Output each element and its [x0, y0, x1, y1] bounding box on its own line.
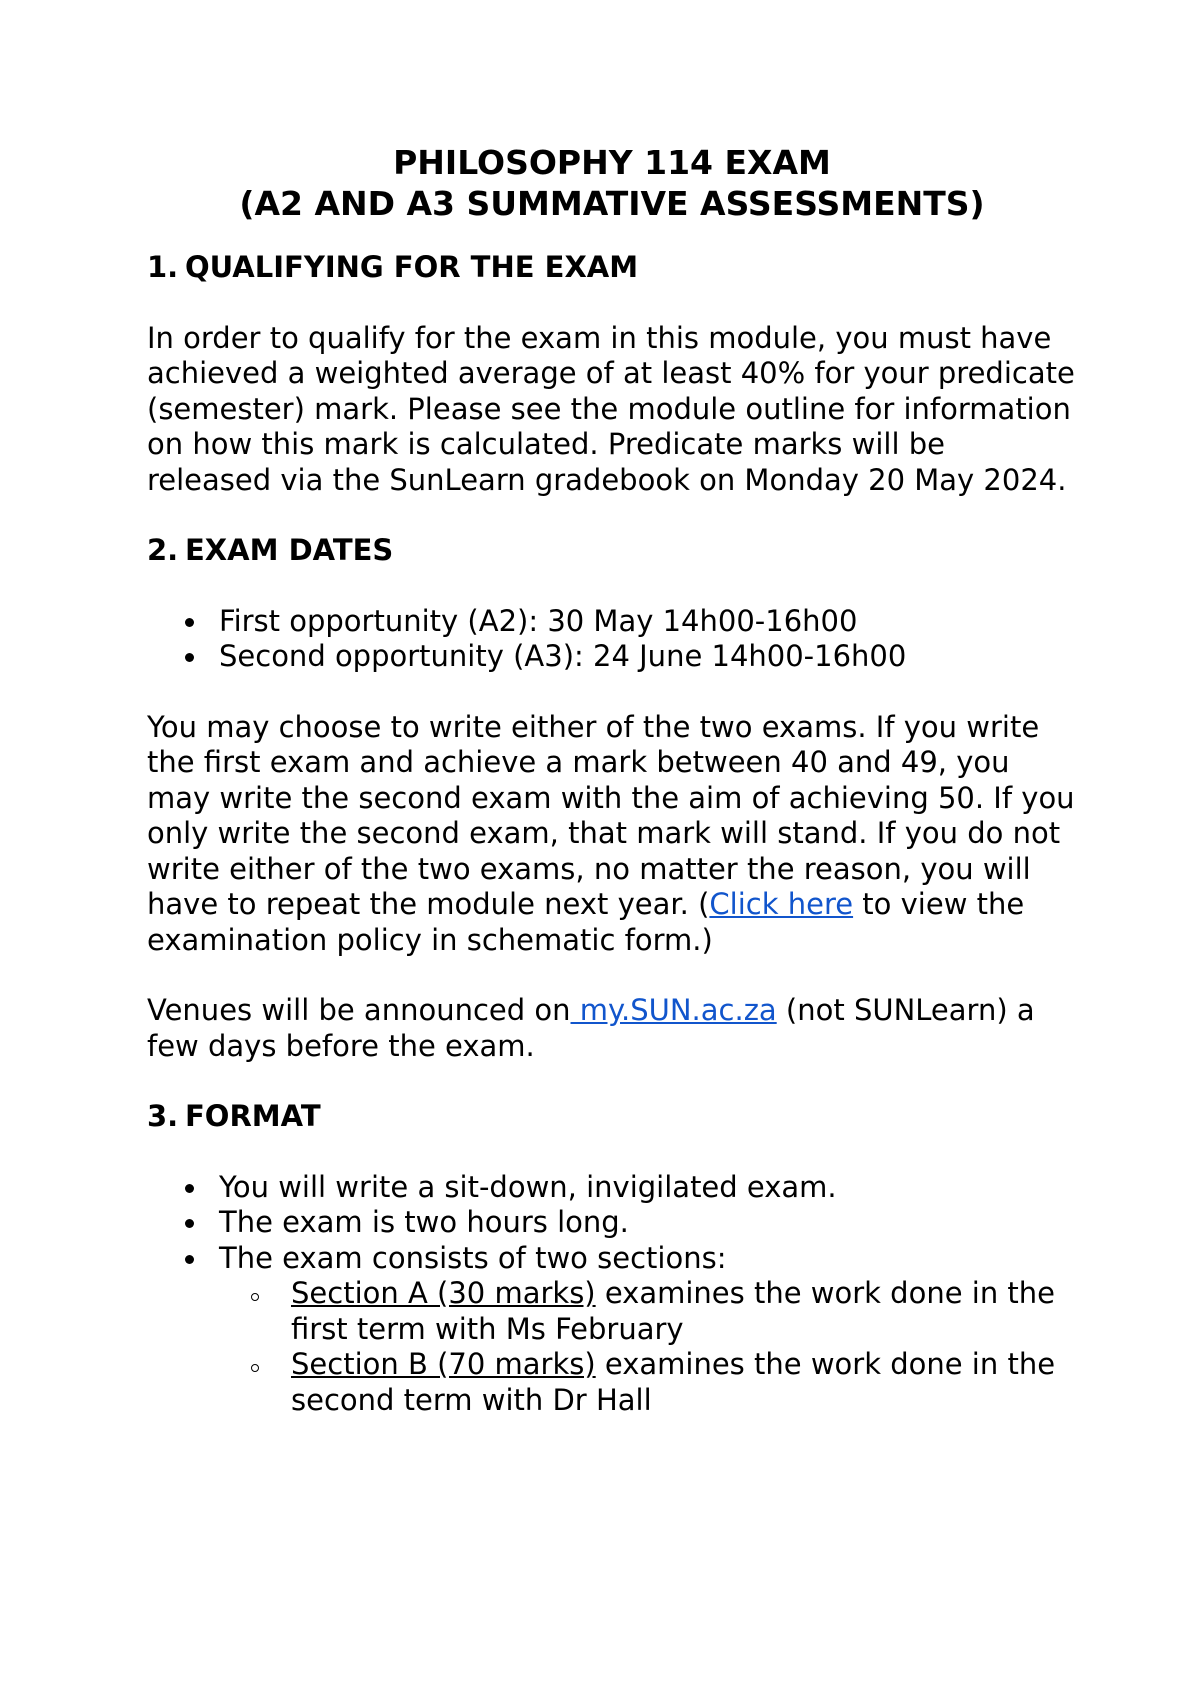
- circle-bullet-icon: [251, 1364, 259, 1372]
- section-a-label: Section A (30 marks): [291, 1276, 596, 1310]
- document-body: [147, 142, 1077, 1418]
- section-3-number: 3.: [147, 1099, 179, 1133]
- list-item: [147, 1347, 1077, 1418]
- section-2-number: 2.: [147, 533, 179, 567]
- venues-text-end: (not SUNLearn) a few days before the exam.: [147, 993, 1035, 1063]
- section-2-heading: [147, 533, 1077, 569]
- format-item-2: The exam is two hours long.: [219, 1205, 629, 1239]
- exam-date-first: First opportunity (A2): 30 May 14h00-16h00: [219, 603, 858, 638]
- section-a-description: examines the work done in the first term with Ms February: [291, 1276, 1056, 1346]
- list-item: [147, 1276, 1077, 1347]
- list-item: [147, 1170, 1077, 1206]
- format-list: [147, 1170, 1077, 1419]
- list-item: [147, 639, 1077, 675]
- circle-bullet-icon: [251, 1293, 259, 1301]
- bullet-icon: [185, 618, 194, 627]
- section-b-label: Section B (70 marks): [291, 1347, 596, 1381]
- title-line-1: PHILOSOPHY 114 EXAM: [393, 143, 831, 182]
- my-sun-link[interactable]: my.SUN.ac.za: [570, 993, 777, 1027]
- exam-choice-paragraph: [147, 710, 1077, 959]
- venues-text: Venues will be announced on: [147, 993, 571, 1027]
- bullet-icon: [185, 653, 194, 662]
- section-1-paragraph: In order to qualify for the exam in this module, you must have achieved a weighted average of at least 40% for your predicate (semester) mark. Please see the module outline for information on how this mark is calculated. Predicate marks will be released via the SunLearn gradebook on Monday 20 May 2024.: [147, 320, 1075, 497]
- section-3-heading: [147, 1099, 1077, 1135]
- list-item: [147, 604, 1077, 640]
- bullet-icon: [185, 1184, 194, 1193]
- venues-paragraph: [147, 993, 1077, 1064]
- sections-sublist: [147, 1276, 1077, 1418]
- bullet-icon: [185, 1255, 194, 1264]
- document-title: [147, 142, 1077, 224]
- sections-sublist-wrapper: [147, 1276, 1077, 1418]
- exam-policy-link[interactable]: Click here: [709, 887, 854, 921]
- format-item-1: You will write a sit-down, invigilated exam.: [219, 1169, 837, 1204]
- section-1-heading: [147, 250, 1077, 286]
- list-item: [147, 1205, 1077, 1241]
- exam-choice-text-end: to view the examination policy in schematic form.): [147, 887, 1025, 957]
- section-1-title: QUALIFYING FOR THE EXAM: [185, 250, 639, 284]
- exam-date-second: Second opportunity (A3): 24 June 14h00-16h00: [219, 639, 907, 673]
- section-b-description: examines the work done in the second term with Dr Hall: [291, 1347, 1056, 1417]
- list-item: [147, 1241, 1077, 1419]
- bullet-icon: [185, 1219, 194, 1228]
- section-1-number: 1.: [147, 250, 179, 284]
- title-line-2: (A2 AND A3 SUMMATIVE ASSESSMENTS): [239, 184, 985, 223]
- section-3-title: FORMAT: [185, 1099, 321, 1133]
- format-item-3: The exam consists of two sections:: [219, 1240, 727, 1275]
- exam-choice-text: You may choose to write either of the two exams. If you write the first exam and achieve a mark between 40 and 49, you may write the second exam with the aim of achieving 50. If you only write the second exam, that mark will stand. If you do not write either of the two exams, no matter the reason, you will have to repeat the module next year. (: [147, 709, 1075, 921]
- exam-dates-list: [147, 604, 1077, 675]
- section-2-title: EXAM DATES: [185, 533, 394, 567]
